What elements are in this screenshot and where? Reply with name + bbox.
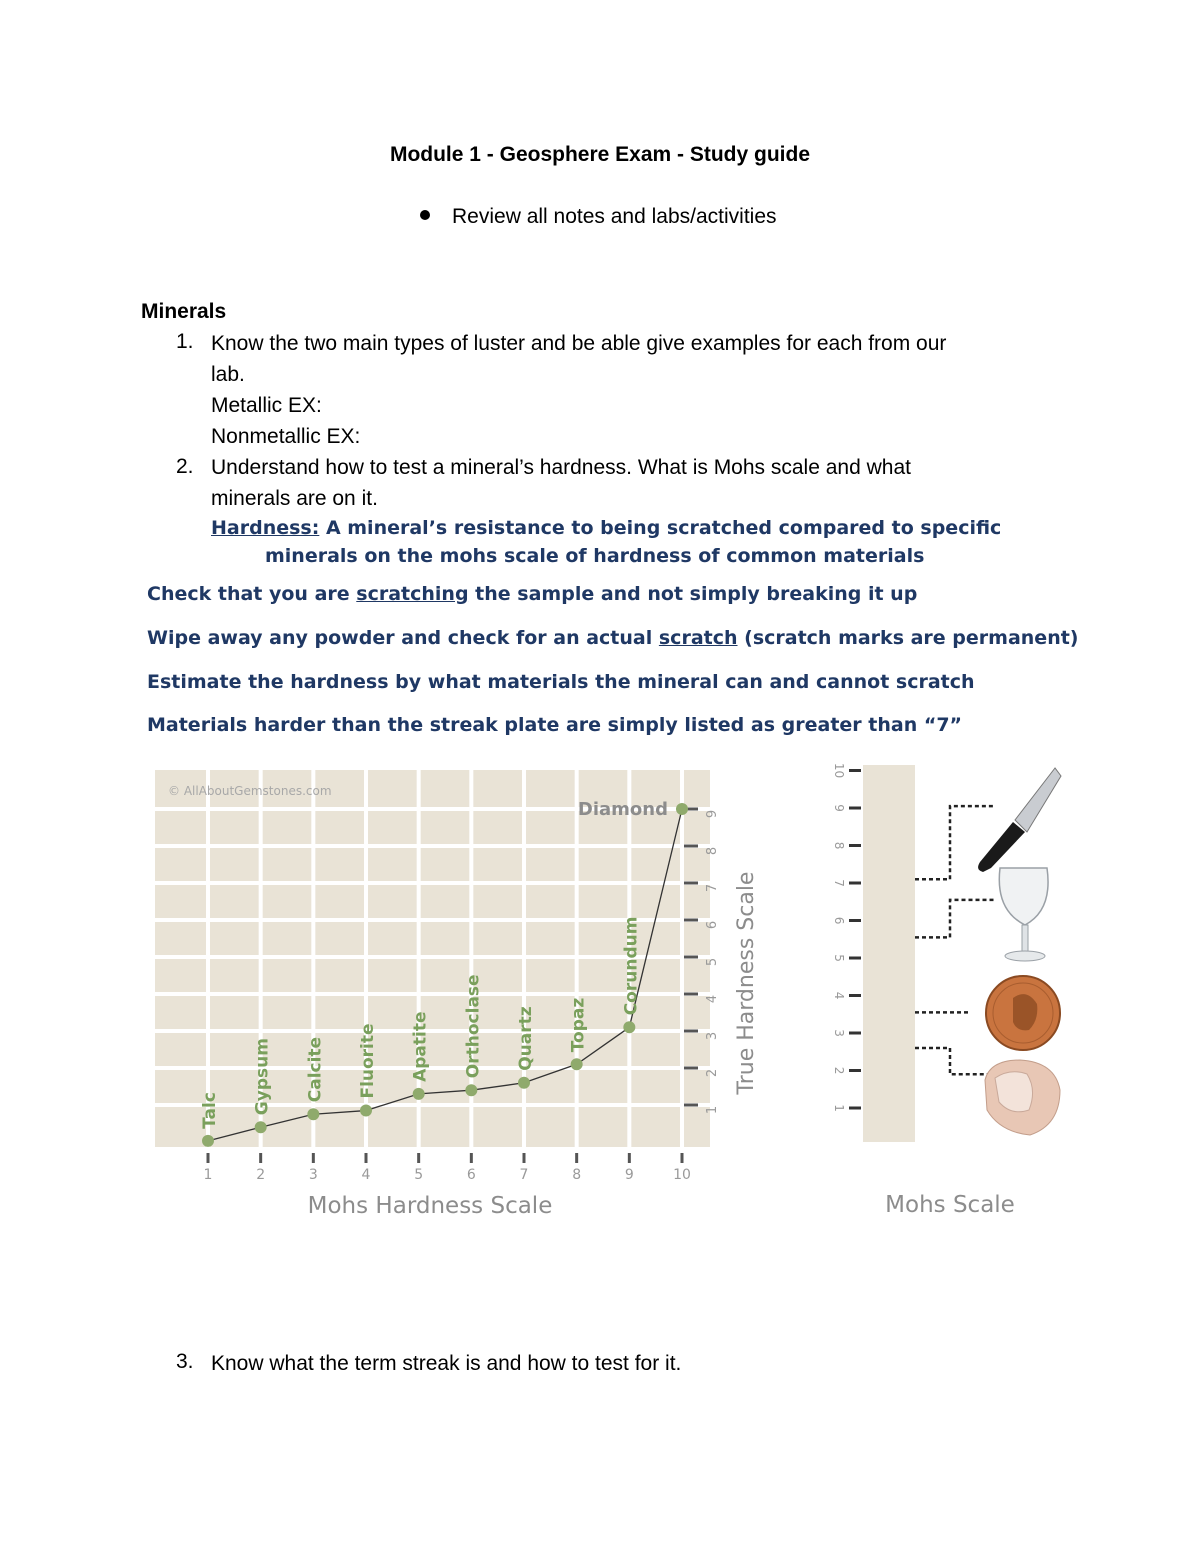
- q1-metallic: Metallic EX:: [211, 394, 322, 417]
- data-point-calcite: [307, 1108, 319, 1120]
- q1-nonmetallic: Nonmetallic EX:: [211, 425, 361, 448]
- data-point-diamond: [676, 803, 688, 815]
- tip-1-underlined: scratching: [356, 583, 469, 605]
- q2-line2: minerals are on it.: [211, 487, 378, 510]
- q1-text: [211, 328, 1051, 452]
- tip-2: [147, 627, 1079, 649]
- scale-connector: [915, 1048, 995, 1074]
- section-heading: Minerals: [141, 300, 227, 323]
- y-tick-label: 4: [705, 994, 720, 1004]
- mineral-label: Calcite: [305, 1036, 326, 1103]
- mineral-label: Diamond: [577, 799, 668, 820]
- mineral-label: Apatite: [410, 1011, 431, 1082]
- fingernail-icon: [985, 1060, 1060, 1135]
- x-tick-label: 10: [673, 1167, 691, 1183]
- hardness-def-line1: A mineral’s resistance to being scratched compared to specific: [319, 517, 1002, 539]
- data-point-quartz: [518, 1077, 530, 1089]
- tip-2-a: Wipe away any powder and check for an actual: [147, 627, 659, 649]
- q1-line2: lab.: [211, 363, 245, 386]
- scale-tick-label: 3: [832, 1029, 846, 1037]
- tip-2-underlined: scratch: [658, 627, 738, 649]
- chart-watermark: © AllAboutGemstones.com: [168, 784, 332, 798]
- x-tick-label: 3: [308, 1167, 318, 1183]
- x-tick-label: 4: [361, 1167, 371, 1183]
- hardness-def-line2: minerals on the mohs scale of hardness of common materials: [265, 545, 925, 567]
- data-point-orthoclase: [465, 1084, 477, 1096]
- tip-1-a: Check that you are: [147, 583, 357, 605]
- q1-line1: Know the two main types of luster and be able give examples for each from our: [211, 332, 947, 355]
- page-title: Module 1 - Geosphere Exam - Study guide: [389, 143, 811, 166]
- x-ticks: [204, 1153, 691, 1183]
- penny-icon: [986, 976, 1060, 1050]
- tip-1: [147, 583, 917, 605]
- q2-number: 2.: [176, 455, 194, 478]
- mineral-label: Talc: [200, 1092, 220, 1129]
- q3-text: Know what the term streak is and how to test for it.: [211, 1352, 682, 1375]
- y-tick-label: 3: [705, 1031, 720, 1041]
- mineral-label: Fluorite: [358, 1023, 378, 1099]
- mineral-label: Topaz: [568, 997, 589, 1053]
- scale-tick-label: 4: [832, 991, 846, 1000]
- scale-tick-label: 9: [832, 804, 846, 812]
- x-tick-label: 6: [466, 1167, 476, 1183]
- intro-bullet: [420, 205, 777, 229]
- y-tick-label: 7: [705, 883, 720, 893]
- tip-3: Estimate the hardness by what materials the mineral can and cannot scratch: [147, 671, 975, 693]
- scale-tick-label: 7: [832, 879, 846, 887]
- knife-icon: [978, 768, 1061, 872]
- scale-ticks: [832, 763, 861, 1112]
- y-tick-label: 9: [705, 809, 720, 819]
- y-tick-label: 8: [705, 846, 720, 856]
- q2-line1: Understand how to test a mineral’s hardness. What is Mohs scale and what: [211, 456, 911, 479]
- intro-bullet-text: Review all notes and labs/activities: [452, 205, 777, 228]
- data-point-fluorite: [360, 1105, 372, 1117]
- scale-tick-label: 10: [832, 762, 846, 779]
- scale-tick-label: 1: [832, 1104, 846, 1112]
- scale-tick-label: 8: [832, 841, 846, 850]
- q1-number: 1.: [176, 330, 194, 353]
- wine-glass-icon: [999, 868, 1048, 961]
- y-tick-label: 6: [705, 920, 720, 930]
- tip-4: Materials harder than the streak plate are simply listed as greater than “7”: [147, 714, 963, 736]
- y-tick-label: 5: [705, 957, 720, 967]
- mineral-label: Quartz: [516, 1006, 536, 1071]
- x-tick-label: 5: [414, 1167, 424, 1183]
- data-point-talc: [202, 1135, 214, 1147]
- hardness-definition: [211, 517, 1001, 539]
- scale-tick-label: 6: [832, 916, 846, 925]
- bullet-icon: [420, 210, 430, 220]
- hardness-label: Hardness:: [211, 517, 320, 539]
- y-tick-label: 1: [705, 1105, 720, 1115]
- x-tick-label: 1: [203, 1167, 213, 1183]
- q3-number: 3.: [176, 1350, 194, 1373]
- x-tick-label: 9: [624, 1167, 634, 1183]
- mineral-label: Orthoclase: [463, 974, 484, 1079]
- x-tick-label: 2: [256, 1167, 266, 1183]
- data-point-apatite: [413, 1088, 425, 1100]
- mineral-label: Corundum: [621, 916, 642, 1016]
- scale-caption: Mohs Scale: [885, 1192, 1015, 1218]
- tip-2-b: (scratch marks are permanent): [737, 627, 1079, 649]
- data-point-topaz: [571, 1058, 583, 1070]
- y-axis-label: True Hardness Scale: [734, 871, 759, 1095]
- scale-bar: [863, 765, 915, 1142]
- y-tick-label: 2: [705, 1068, 720, 1078]
- mohs-scale-objects-figure: [815, 760, 1075, 1220]
- data-point-gypsum: [255, 1121, 267, 1133]
- mineral-label: Gypsum: [252, 1038, 273, 1116]
- scale-tick-label: 2: [832, 1066, 846, 1075]
- q2-text: [211, 452, 1051, 514]
- scale-connector: [915, 900, 995, 938]
- x-tick-label: 8: [572, 1167, 582, 1183]
- mohs-vs-true-hardness-chart: [150, 765, 770, 1235]
- x-tick-label: 7: [519, 1167, 529, 1183]
- scale-connectors: [915, 806, 995, 1074]
- tip-1-b: the sample and not simply breaking it up: [468, 583, 918, 605]
- scale-tick-label: 5: [832, 954, 846, 962]
- x-axis-label: Mohs Hardness Scale: [307, 1193, 553, 1219]
- data-point-corundum: [623, 1021, 635, 1033]
